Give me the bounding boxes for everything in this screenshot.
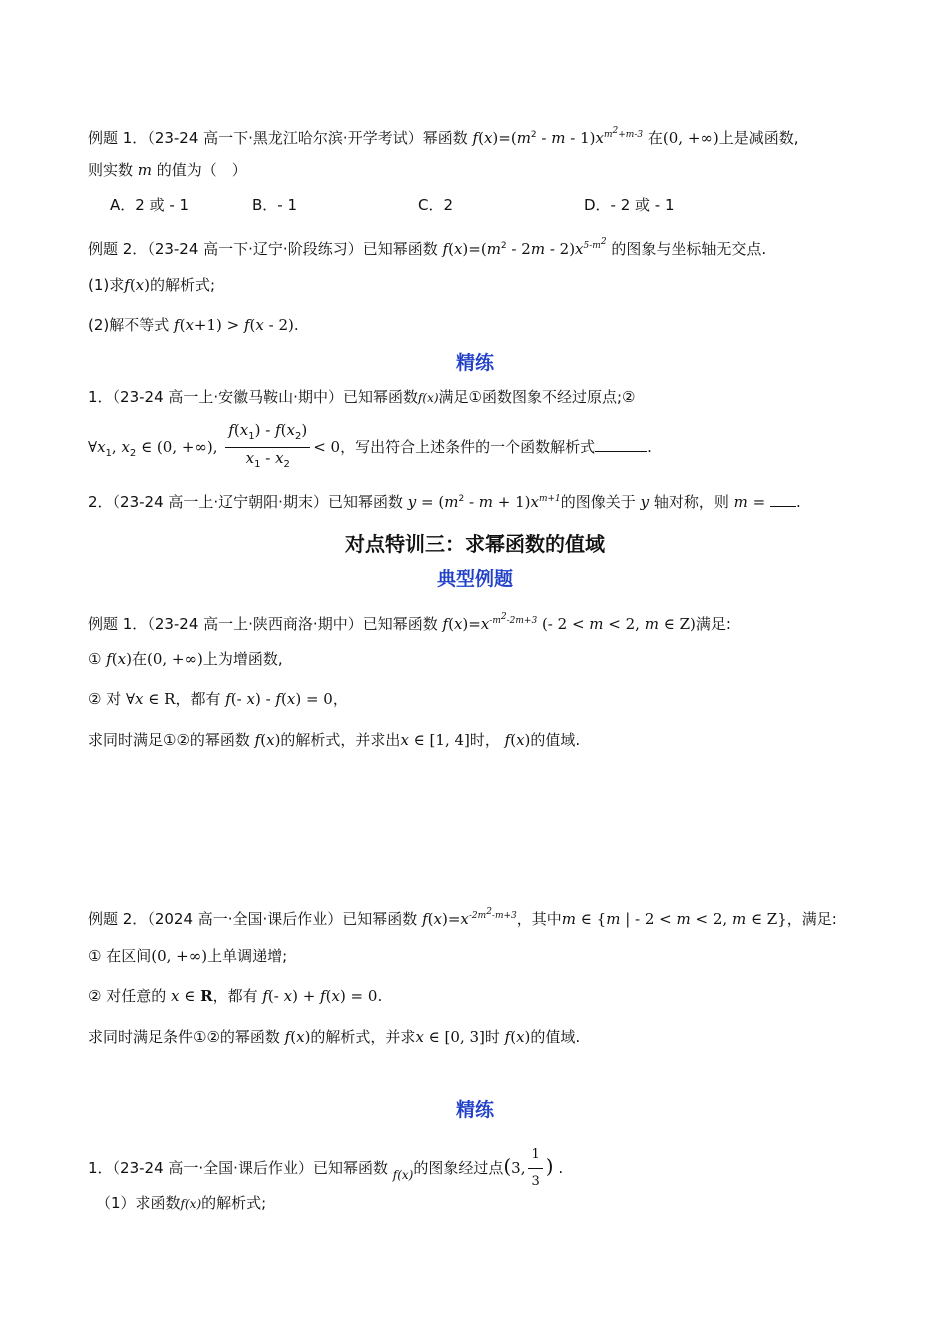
section-heading-practice: 精练 <box>455 352 494 374</box>
answer-blank[interactable] <box>595 437 647 452</box>
practice-3-line-1: 1．（23-24 高一·全国·课后作业）已知幂函数 $_{f(x)}$的图象经过点(3, $\frac{1}{3}$ ) . <box>88 1142 563 1195</box>
example-4-line-1: 例题 2．（2024 高一·全国·课后作业）已知幂函数 $f(x)=x^{-2m^2-m+3}$，其中m ∈ {m | - 2 < m < 2, m ∈ Z}，满足: <box>88 907 837 928</box>
practice-3-subquestion-1: （1）求函数f(x)的解析式; <box>96 1194 267 1212</box>
section-heading-examples: 典型例题 <box>436 568 513 590</box>
section-heading-practice: 精练 <box>455 1099 494 1121</box>
option-a: A．2 或 - 1 <box>110 196 190 214</box>
source-tag: （23-24 高一下·辽宁·阶段练习） <box>147 240 363 258</box>
source-tag: （23-24 高一·全国·课后作业） <box>112 1159 313 1177</box>
formula: f <box>472 129 479 147</box>
example-4-question: 求同时满足条件①②的幂函数 f(x)的解析式，并求x ∈ [0, 3]时 f(x)的值域. <box>88 1028 581 1046</box>
source-tag: （23-24 高一上·辽宁朝阳·期末） <box>112 493 328 511</box>
source-tag: （23-24 高一下·黑龙江哈尔滨·开学考试） <box>147 129 423 147</box>
example-label: 例题 2． <box>88 240 148 258</box>
option-c: C．2 <box>418 196 454 214</box>
source-tag: （23-24 高一上·陕西商洛·期中） <box>147 615 363 633</box>
source-tag: （2024 高一·全国·课后作业） <box>147 910 343 928</box>
practice-1-line-2: $\forall x_1$, $x_2$ ∈ (0, +∞), $\frac{f(x_1) - f(x_2)}{x_1 - x_2}$ < 0，写出符合上述条件的一个函数解析式 . <box>88 420 652 475</box>
example-3-condition-1: ① f(x)在(0, +∞)上为增函数, <box>88 650 283 668</box>
example-1-line-1: 例题 1．（23-24 高一下·黑龙江哈尔滨·开学考试）幂函数 $f(x)=(m^2 - m - 1)x^{m^2+m-3}$ 在(0, +∞)上是减函数, <box>88 126 799 147</box>
example-2-line-1: 例题 2．（23-24 高一下·辽宁·阶段练习）已知幂函数 $f(x)=(m^2 - 2m - 2)x^{5-m^2}$ 的图象与坐标轴无交点. <box>88 237 767 258</box>
example-2-question-2: (2)解不等式 f(x+1) > f(x - 2). <box>88 316 299 334</box>
fraction: $\frac{f(x_1) - f(x_2)}{x_1 - x_2}$ <box>225 420 310 475</box>
section-heading-topic: 对点特训三：求幂函数的值域 <box>345 532 605 556</box>
example-4-condition-1: ① 在区间(0, +∞)上单调递增; <box>88 947 288 965</box>
option-d: D．- 2 或 - 1 <box>584 196 675 214</box>
example-1-line-2: 则实数 m 的值为（ ） <box>88 161 247 179</box>
practice-2-line-1: 2．（23-24 高一上·辽宁朝阳·期末）已知幂函数 $y = (m^2 - m + 1)x^{m+1}$的图像关于 y 轴对称，则 m = . <box>88 493 801 511</box>
fraction: $\frac{1}{3}$ <box>528 1142 542 1195</box>
practice-1-line-1: 1．（23-24 高一上·安徽马鞍山·期中）已知幂函数f(x)满足①函数图象不经过原点;② <box>88 388 636 406</box>
example-2-question-1: (1)求f(x)的解析式; <box>88 276 216 294</box>
example-label: 例题 1． <box>88 129 148 147</box>
example-3-condition-2: ② 对 ∀x ∈ R，都有 f(- x) - f(x) = 0， <box>88 690 348 708</box>
example-3-line-1: 例题 1．（23-24 高一上·陕西商洛·期中）已知幂函数 $f(x)=x^{-m^2-2m+3}$ (- 2 < m < 2, m ∈ Z)满足: <box>88 612 731 633</box>
example-4-condition-2: ② 对任意的 x ∈ R，都有 f(- x) + f(x) = 0. <box>88 987 383 1005</box>
source-tag: （23-24 高一上·安徽马鞍山·期中） <box>112 388 343 406</box>
example-3-question: 求同时满足①②的幂函数 f(x)的解析式，并求出x ∈ [1, 4]时， f(x)的值域. <box>88 731 581 749</box>
option-b: B．- 1 <box>252 196 298 214</box>
answer-blank[interactable] <box>770 492 796 507</box>
